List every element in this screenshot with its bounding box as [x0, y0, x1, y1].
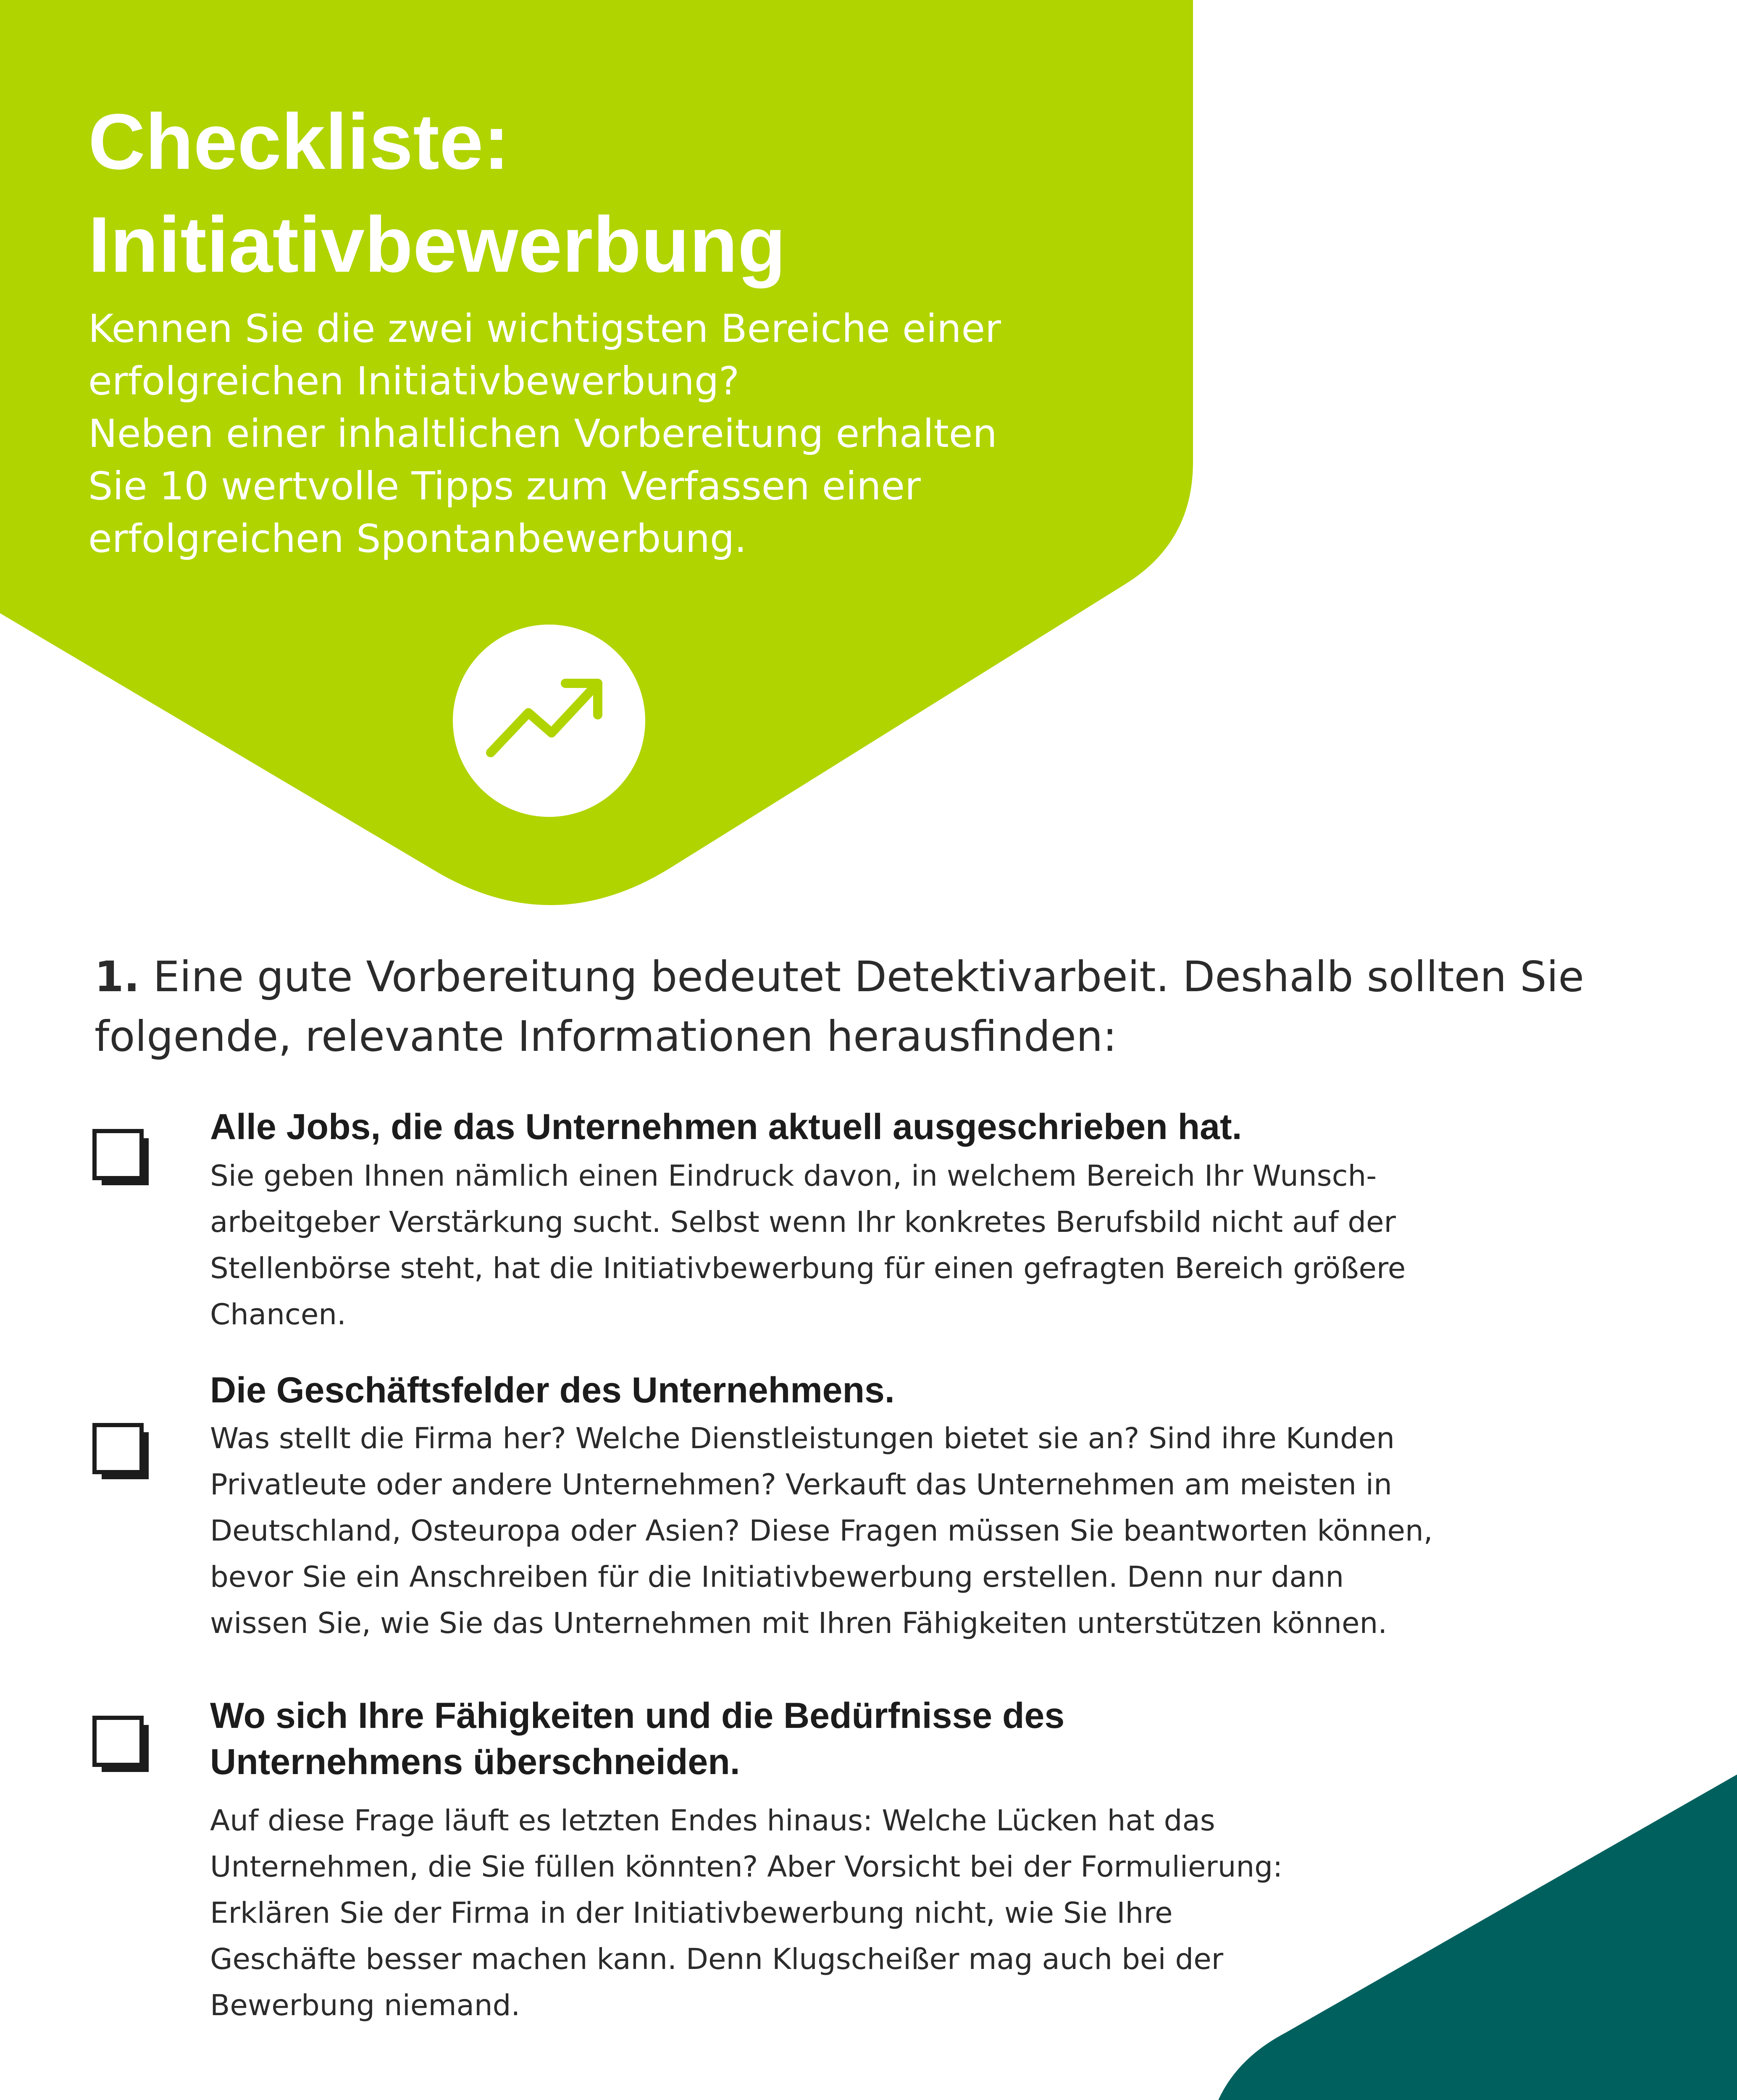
item-body-line: Auf diese Frage läuft es letzten Endes hinaus: Welche Lücken hat das: [210, 1804, 1215, 1838]
checkbox-item-3[interactable]: [92, 1716, 151, 1774]
section-heading-line-2: folgende, relevante Informationen herausfinden:: [95, 1012, 1117, 1061]
item-body-line: Chancen.: [210, 1298, 346, 1331]
page-title: [88, 90, 1138, 296]
item-body-line: wissen Sie, wie Sie das Unternehmen mit Ihren Fähigkeiten unterstützen können.: [210, 1606, 1387, 1640]
item-body-line: Geschäfte besser machen kann. Denn Klugscheißer mag auch bei der: [210, 1942, 1224, 1976]
item-3-title: [210, 1693, 1064, 1785]
item-body-line: Privatleute oder andere Unternehmen? Verkauft das Unternehmen am meisten in: [210, 1468, 1392, 1502]
teal-corner-shape: [1206, 1774, 1737, 2100]
item-body-line: bevor Sie ein Anschreiben für die Initiativbewerbung erstellen. Denn nur dann: [210, 1560, 1344, 1594]
item-title-line: Die Geschäftsfelder des Unternehmens.: [210, 1370, 895, 1410]
section-number: 1.: [95, 952, 140, 1001]
item-body-line: Deutschland, Osteuropa oder Asien? Diese Fragen müssen Sie beantworten können,: [210, 1514, 1433, 1548]
section-heading: [95, 947, 1607, 1066]
checkbox-item-2[interactable]: [92, 1423, 151, 1482]
intro-line: erfolgreichen Spontanbewerbung.: [88, 516, 747, 561]
item-body-line: Erklären Sie der Firma in der Initiativbewerbung nicht, wie Sie Ihre: [210, 1896, 1173, 1930]
item-2-title: [210, 1367, 895, 1413]
intro-line: erfolgreichen Initiativbewerbung?: [88, 359, 740, 404]
item-title-line: Unternehmens überschneiden.: [210, 1742, 740, 1782]
trending-up-icon: [453, 625, 645, 817]
intro-line: Sie 10 wertvolle Tipps zum Verfassen einer: [88, 464, 921, 509]
intro-line: Kennen Sie die zwei wichtigsten Bereiche einer: [88, 306, 1001, 351]
item-title-line: Alle Jobs, die das Unternehmen aktuell ausgeschrieben hat.: [210, 1107, 1242, 1147]
item-body-line: Bewerbung niemand.: [210, 1989, 520, 2022]
item-3-body: [210, 1798, 1282, 2029]
section-heading-line-1: Eine gute Vorbereitung bedeutet Detektivarbeit. Deshalb sollten Sie: [139, 952, 1585, 1001]
item-body-line: arbeitgeber Verstärkung sucht. Selbst wenn Ihr konkretes Berufsbild nicht auf der: [210, 1205, 1396, 1239]
intro-paragraph: [88, 302, 1138, 565]
item-body-line: Was stellt die Firma her? Welche Dienstleistungen bietet sie an? Sind ihre Kunden: [210, 1422, 1395, 1455]
intro-line: Neben einer inhaltlichen Vorbereitung erhalten: [88, 411, 997, 456]
item-body-line: Sie geben Ihnen nämlich einen Eindruck davon, in welchem Bereich Ihr Wunsch-: [210, 1159, 1377, 1193]
item-body-line: Unternehmen, die Sie füllen könnten? Aber Vorsicht bei der Formulierung:: [210, 1850, 1283, 1884]
item-1-title: [210, 1104, 1242, 1150]
item-body-line: Stellenbörse steht, hat die Initiativbewerbung für einen gefragten Bereich größere: [210, 1252, 1406, 1285]
checkbox-item-1[interactable]: [92, 1129, 151, 1188]
item-2-body: [210, 1415, 1433, 1646]
title-line-2: Initiativbewerbung: [88, 200, 786, 289]
title-line-1: Checkliste:: [88, 97, 510, 186]
item-1-body: [210, 1153, 1406, 1338]
item-title-line: Wo sich Ihre Fähigkeiten und die Bedürfnisse des: [210, 1696, 1065, 1736]
